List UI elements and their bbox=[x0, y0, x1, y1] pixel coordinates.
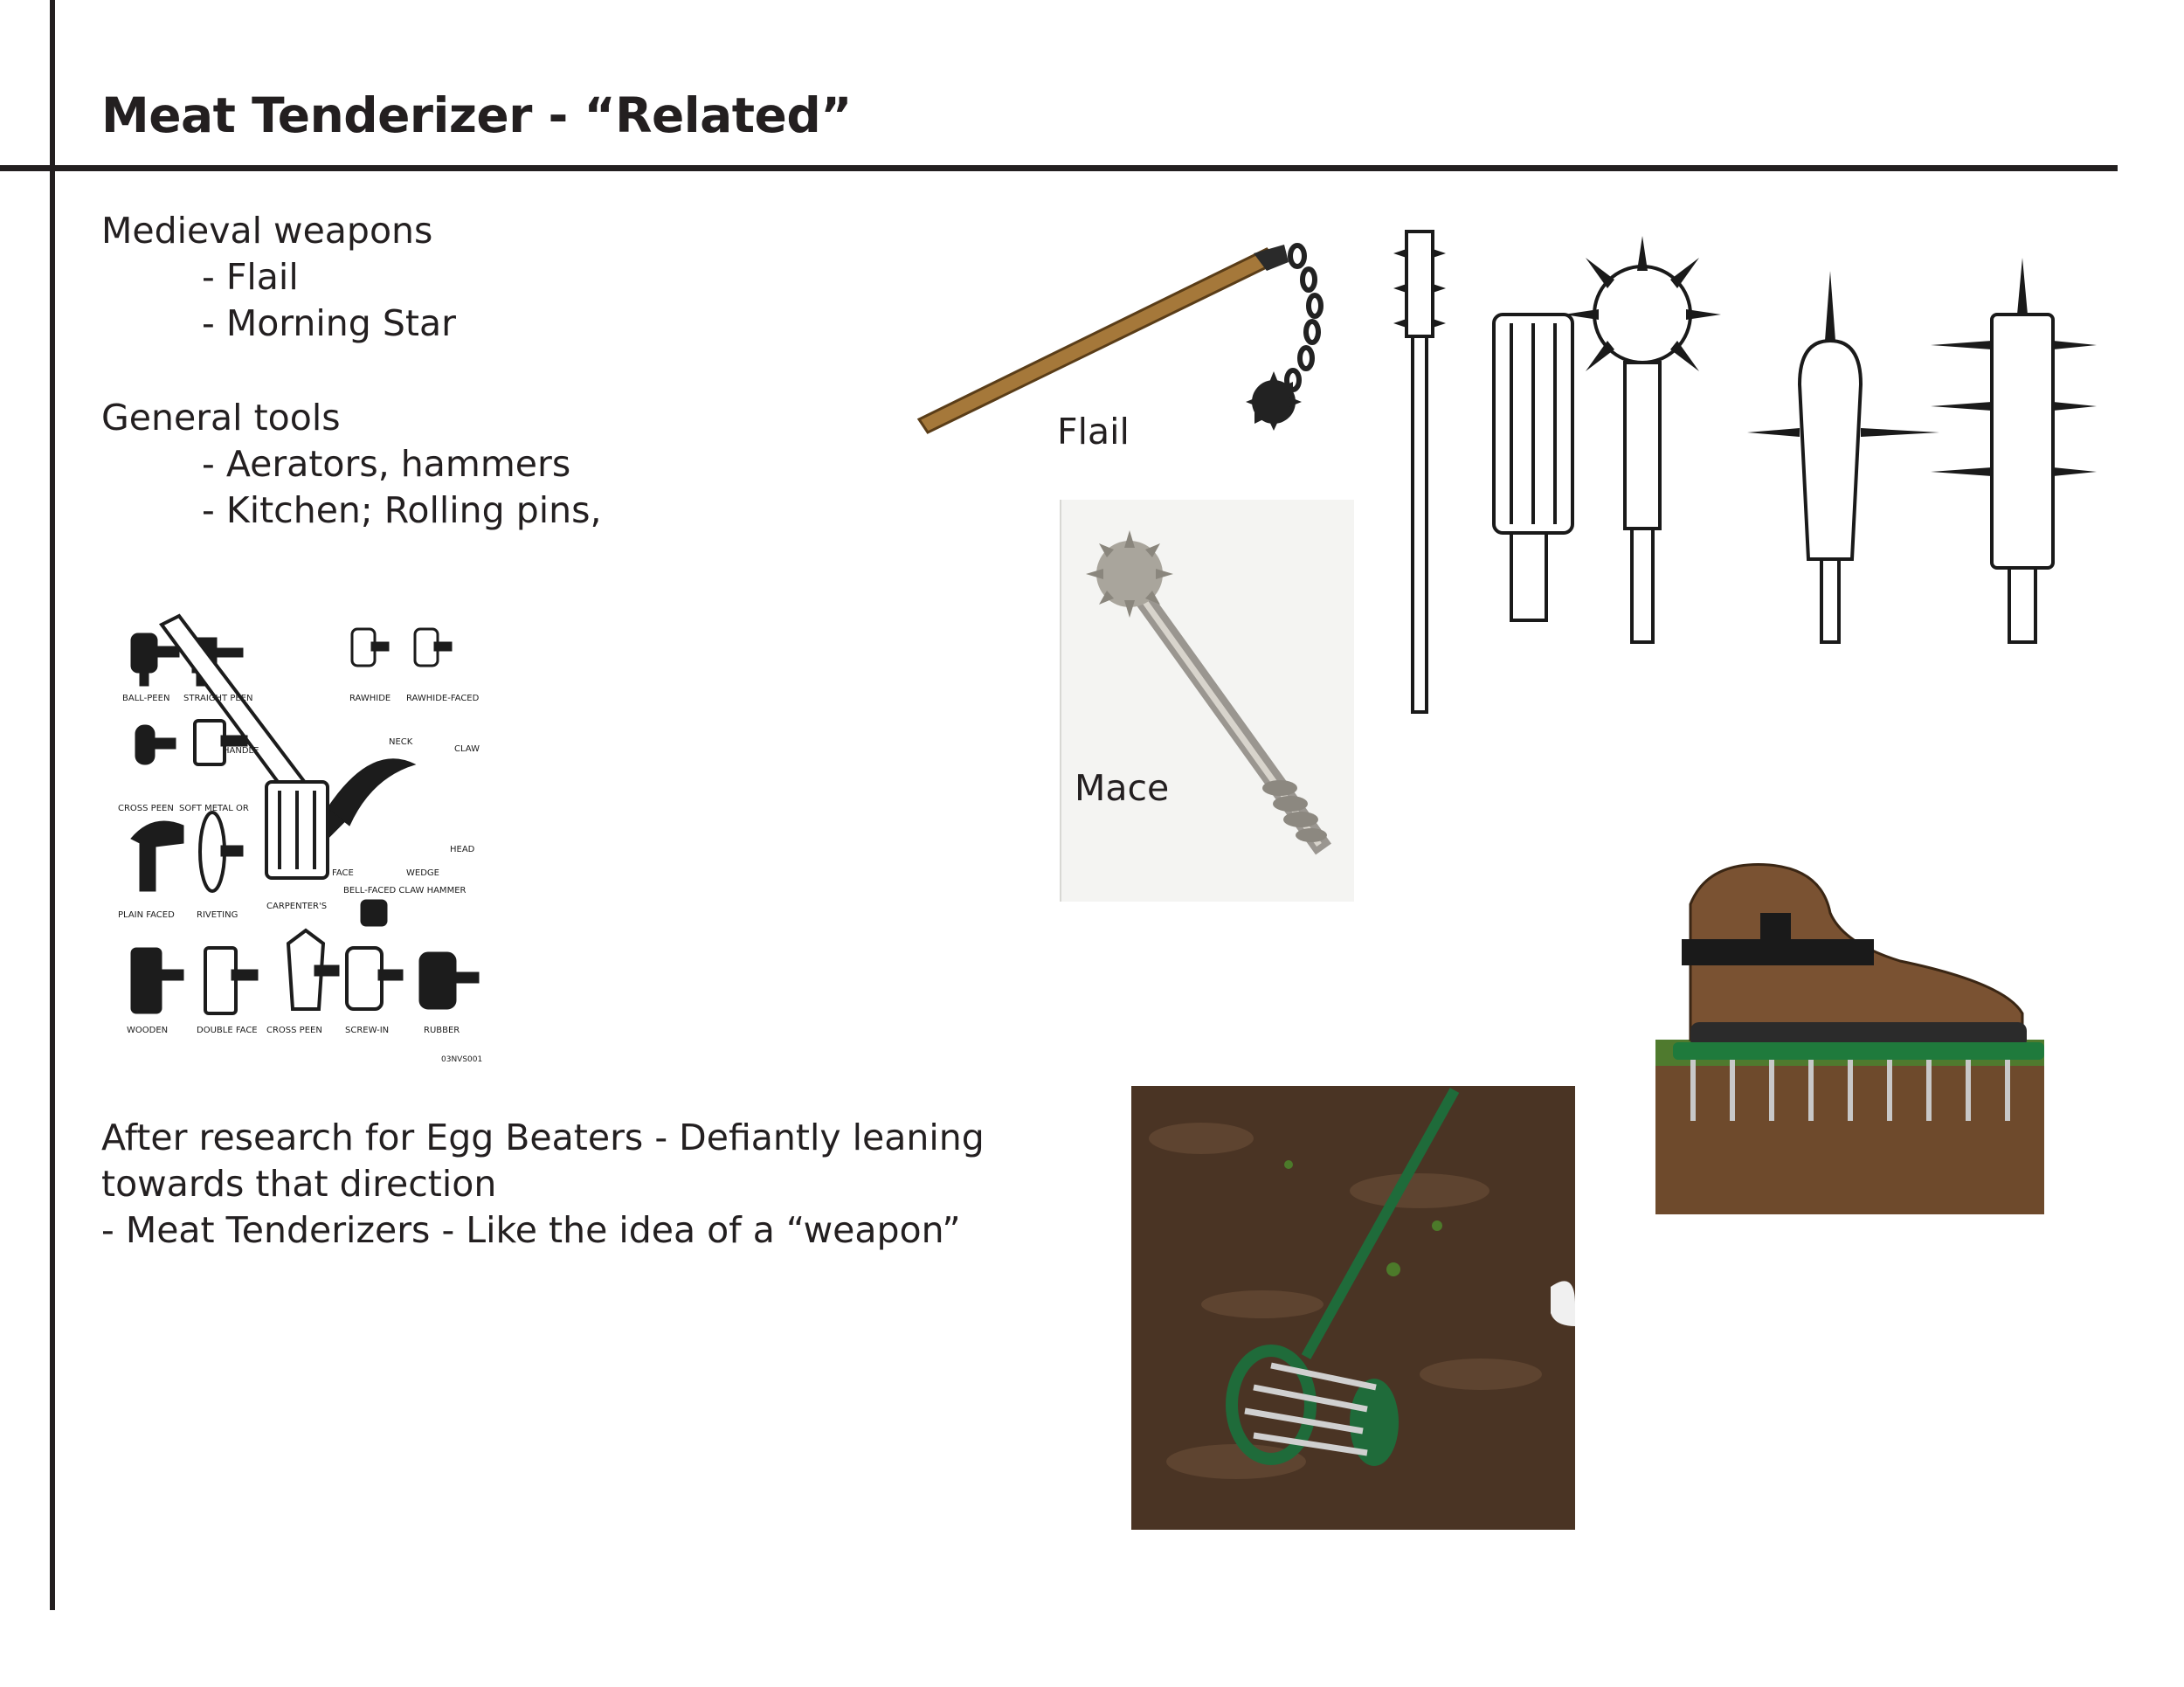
svg-text:CROSS PEEN: CROSS PEEN bbox=[118, 804, 174, 813]
general-heading: General tools bbox=[101, 397, 341, 439]
list-item: - Aerators, hammers bbox=[202, 443, 571, 485]
note-line: - Meat Tenderizers - Like the idea of a “weapon” bbox=[101, 1209, 961, 1251]
svg-text:CARPENTER'S: CARPENTER'S bbox=[266, 902, 328, 911]
svg-text:WEDGE: WEDGE bbox=[406, 868, 439, 878]
svg-text:BALL-PEEN: BALL-PEEN bbox=[122, 694, 170, 703]
morning-star-illustrations bbox=[1389, 218, 2110, 721]
svg-text:CLAW: CLAW bbox=[454, 744, 480, 754]
svg-text:PLAIN FACED: PLAIN FACED bbox=[118, 910, 175, 920]
svg-text:RUBBER: RUBBER bbox=[424, 1026, 460, 1035]
flail-image bbox=[909, 240, 1345, 437]
svg-text:SOFT METAL OR: SOFT METAL OR bbox=[179, 804, 249, 813]
research-notes bbox=[101, 1115, 985, 1254]
note-line: After research for Egg Beaters - Defiantly leaning bbox=[101, 1117, 985, 1158]
svg-text:DOUBLE FACE: DOUBLE FACE bbox=[197, 1026, 258, 1035]
flail-caption: Flail bbox=[1057, 411, 1130, 453]
general-tools-list bbox=[101, 395, 602, 534]
vertical-rule bbox=[50, 0, 55, 1610]
svg-text:HANDLE: HANDLE bbox=[223, 746, 259, 756]
svg-text:STRAIGHT PEEN: STRAIGHT PEEN bbox=[183, 694, 253, 703]
medieval-heading: Medieval weapons bbox=[101, 210, 433, 252]
rolling-aerator-image bbox=[1131, 1086, 1575, 1530]
header-rule bbox=[0, 165, 2118, 171]
svg-text:HEAD: HEAD bbox=[450, 845, 475, 854]
aerator-shoe-image bbox=[1655, 852, 2044, 1214]
svg-text:BELL-FACED CLAW HAMMER: BELL-FACED CLAW HAMMER bbox=[343, 886, 467, 895]
svg-text:SCREW-IN: SCREW-IN bbox=[345, 1026, 390, 1035]
svg-text:RIVETING: RIVETING bbox=[197, 910, 238, 920]
hammer-types-chart bbox=[109, 612, 494, 1070]
svg-text:FACE: FACE bbox=[332, 868, 354, 878]
medieval-weapons-list bbox=[101, 208, 456, 347]
svg-text:WOODEN: WOODEN bbox=[127, 1026, 169, 1035]
svg-text:RAWHIDE: RAWHIDE bbox=[349, 694, 391, 703]
list-item: - Kitchen; Rolling pins, bbox=[202, 489, 602, 531]
list-item: - Morning Star bbox=[202, 302, 456, 344]
svg-text:CROSS PEEN: CROSS PEEN bbox=[266, 1026, 322, 1035]
mace-image bbox=[1060, 500, 1354, 902]
svg-text:NECK: NECK bbox=[389, 737, 413, 747]
svg-text:03NVS001: 03NVS001 bbox=[441, 1055, 483, 1064]
svg-text:RAWHIDE-FACED: RAWHIDE-FACED bbox=[406, 694, 480, 703]
list-item: - Flail bbox=[202, 256, 299, 298]
page-title: Meat Tenderizer - “Related” bbox=[101, 87, 852, 143]
mace-caption: Mace bbox=[1075, 767, 1170, 809]
note-line: towards that direction bbox=[101, 1163, 497, 1205]
